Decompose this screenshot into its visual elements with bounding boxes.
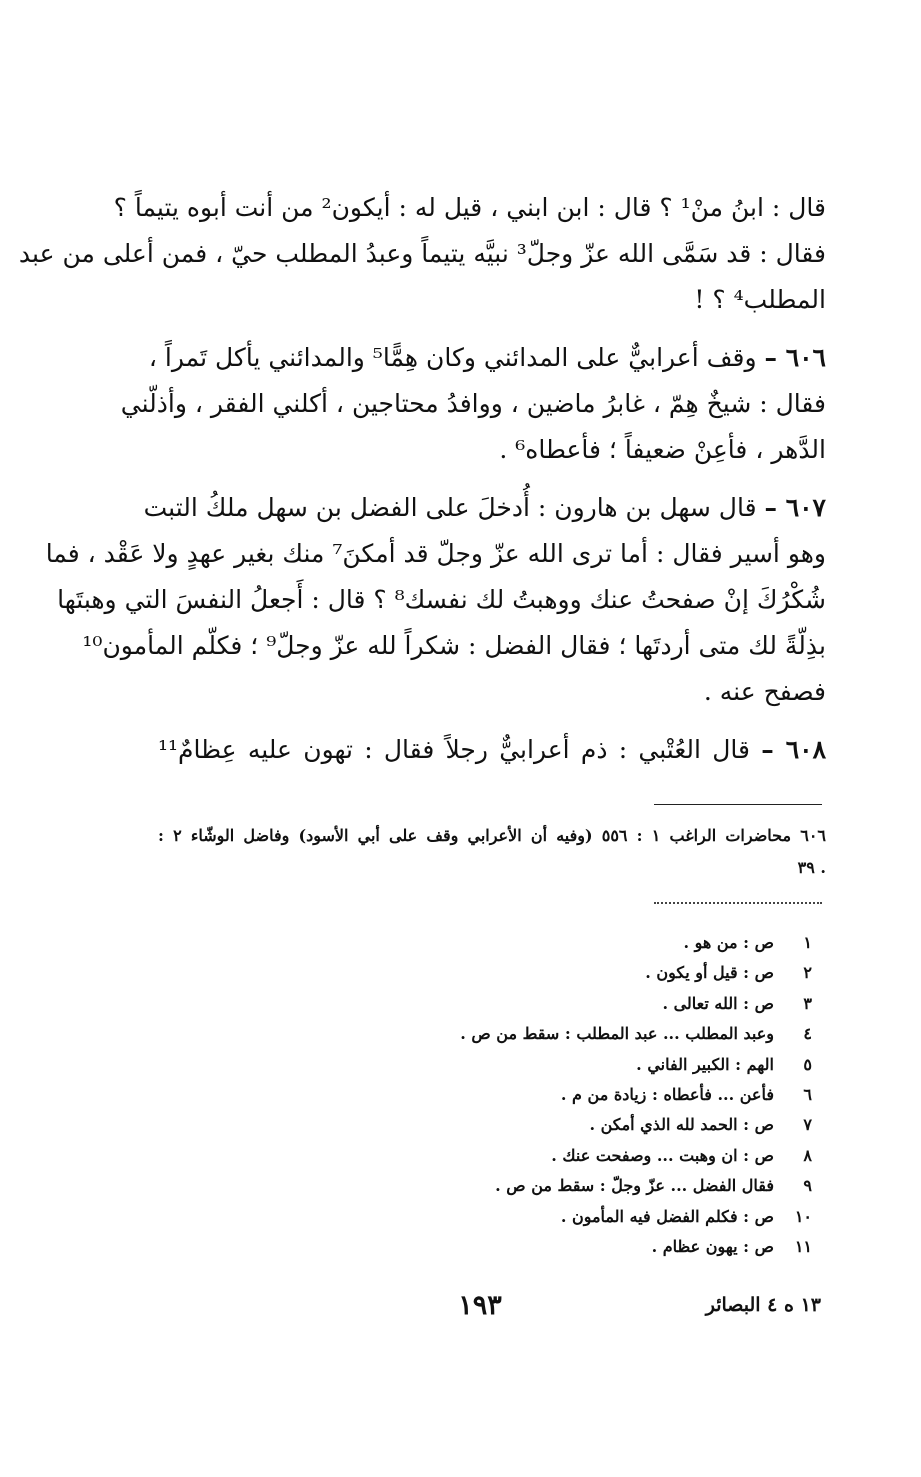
paragraph-607 [45, 485, 826, 715]
footnote-list [300, 928, 812, 1262]
source-note [158, 820, 826, 884]
footnote-item [300, 1080, 812, 1110]
footnote-text: ص : يهون عظام . [651, 1236, 774, 1256]
dotted-divider [654, 902, 822, 904]
main-text [18, 185, 827, 773]
source-line: ٦٠٦ محاضرات الراغب ١ : ٥٥٦ (وفيه أن الأعرابي وقف على أبي الأسود) وفاضل الوشّاء ٢ : [158, 826, 827, 845]
footnote-item [300, 1232, 812, 1262]
paragraph-number: ٦٠٧ – [764, 493, 826, 522]
paragraph-608 [158, 727, 826, 773]
footnote-item [300, 1110, 812, 1140]
text-line: المطلب⁴ ؟ ! [694, 285, 826, 314]
footnote-text: ص : من هو . [683, 933, 774, 952]
text-line: فقال : شيخٌ هِمّ ، غابرُ ماضين ، ووافدُ محتاجين ، أكلني الفقر ، وأذلّني [120, 389, 826, 418]
footnote-item [300, 1171, 812, 1201]
footnote-item [300, 1019, 812, 1049]
footnote-number: ٥ [803, 1054, 812, 1074]
print-signature: ١٣ ه ٤ البصائر [705, 1294, 821, 1316]
text-line: شُكْرُكَ إنْ صفحتُ عنك ووهبتُ لك نفسك⁸ ؟ قال : أَجعلُ النفسَ التي وهبتَها [57, 585, 826, 614]
source-line: . ٣٩ [797, 858, 826, 877]
footnote-number: ٢ [803, 963, 812, 983]
footnote-text: ص : ان وهبت ... وصفحت عنك . [551, 1145, 774, 1165]
text-line [143, 485, 826, 531]
footnote-number: ٣ [803, 993, 812, 1013]
footnote-text: ص : فكلم الفضل فيه المأمون . [560, 1206, 774, 1226]
footnote-number: ٦ [803, 1084, 812, 1104]
footnote-item [300, 1050, 812, 1080]
text-line: فقال : قد سَمَّى الله عزّ وجلّ³ نبيَّه يتيماً وعبدُ المطلب حيّ ، فمن أعلى من عبد [18, 239, 826, 268]
text-line [148, 335, 826, 381]
text-segment: قال سهل بن هارون : أُدخلَ على الفضل بن سهل ملكُ التبت [143, 493, 757, 522]
text-line: فصفح عنه . [703, 677, 826, 706]
footnote-text: ص : قيل أو يكون . [645, 963, 774, 983]
text-line: بذِلّةً لك متى أردتَها ؛ فقال الفضل : شكراً لله عزّ وجلّ⁹ ؛ فكلّم المأمون¹⁰ [82, 631, 826, 660]
footnote-item [300, 928, 812, 958]
footnote-text: الهم : الكبير الفاني . [636, 1054, 774, 1074]
footnote-number: ١ [803, 933, 812, 952]
footnote-text: فقال الفضل ... عزّ وجلّ : سقط من ص . [495, 1176, 774, 1196]
paragraph-continuation [18, 185, 826, 323]
footnote-number: ٨ [803, 1145, 812, 1165]
footnote-number: ١٠ [794, 1206, 812, 1226]
footnote-number: ٤ [803, 1024, 812, 1044]
text-line [158, 727, 826, 773]
footnote-text: ص : الله تعالى . [662, 993, 774, 1013]
footnote-item [300, 1202, 812, 1232]
text-segment: وقف أعرابيٌّ على المدائني وكان هِمًّا⁵ والمدائني يأكل تَمراً ، [148, 343, 757, 372]
footnote-divider [654, 804, 822, 805]
footnote-text: ص : الحمد لله الذي أمكن . [589, 1115, 774, 1135]
footnote-item [300, 1141, 812, 1171]
text-segment: قال العُتْبي : ذم أعرابيٌّ رجلاً فقال : تهون عليه عِظامٌ¹¹ [158, 735, 750, 764]
footnote-text: وعبد المطلب ... عبد المطلب : سقط من ص . [460, 1024, 774, 1044]
footnote-text: فأعن ... فأعطاه : زيادة من م . [560, 1084, 774, 1104]
paragraph-number: ٦٠٦ – [764, 343, 826, 372]
paragraph-number: ٦٠٨ – [761, 735, 827, 764]
footnote-number: ٧ [803, 1115, 812, 1135]
text-line: الدَّهر ، فأعِنْ ضعيفاً ؛ فأعطاه⁶ . [499, 435, 826, 464]
footnote-item [300, 989, 812, 1019]
footnote-number: ١١ [794, 1236, 812, 1256]
footnote-number: ٩ [803, 1176, 812, 1196]
text-line: وهو أسير فقال : أما ترى الله عزّ وجلّ قد أمكنَ⁷ منك بغير عهدٍ ولا عَقْد ، فما [45, 539, 826, 568]
paragraph-606 [120, 335, 826, 473]
footnote-item [300, 958, 812, 988]
text-line: قال : ابنُ منْ¹ ؟ قال : ابن ابني ، قيل له : أيكون² من أنت أبوه يتيماً ؟ [113, 193, 826, 222]
page-footer [0, 1290, 921, 1330]
page-number: ١٩٣ [458, 1290, 502, 1321]
